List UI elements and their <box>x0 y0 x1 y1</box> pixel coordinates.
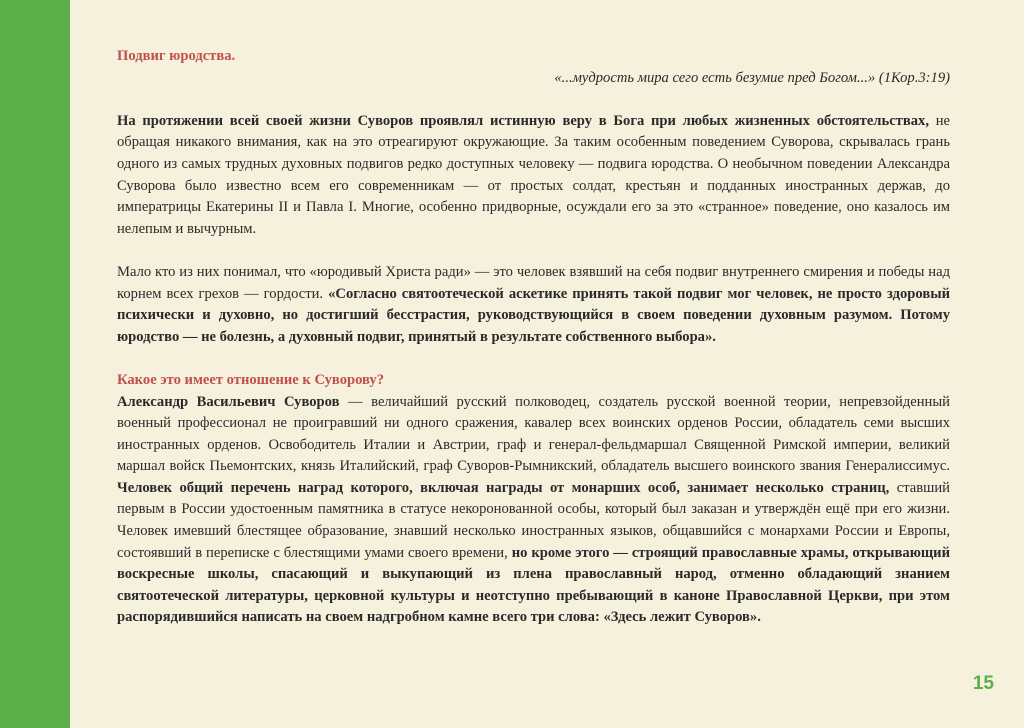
paragraph-3-text-2: ставший первым в России удостоенным памятника в статусе некоронованной особы, который был заказан и утверждён ещё при его жизни. Человек имевший блестящее образование, знавший несколько иностранных языков, общавшийся с монархами России и Европы, состоявший в переписке с блестящими умами своего времени, <box>117 479 950 561</box>
page-number: 15 <box>972 673 994 694</box>
paragraph-3-text-1: — величайший русский полководец, создатель русской военной теории, непревзойденный военный профессионал не проигравший ни одного сражения, кавалер всех воинских орденов России, обладатель семи высших иностранных орденов. Освободитель Италии и Австрии, граф и генерал-фельдмаршал Священной Римской империи, великий маршал войск Пьемонтских, князь Италийский, граф Суворов-Рымникский, обладатель высшего воинского звания Генералиссимус. <box>117 393 950 475</box>
paragraph-3-bold-2: но кроме этого — строящий православные храмы, открывающий воскресные школы, спасающий и выкупающий из плена православный народ, отменно обладающий знанием святоотеческой литературы, церковной культуры и неотступно пребывающий в каноне Православной Церкви, при этом распорядившийся написать на своем надгробном камне всего три слова: «Здесь лежит Суворов». <box>117 544 950 626</box>
page-content <box>117 46 950 629</box>
paragraph-2-text: Мало кто из них понимал, что «юродивый Христа ради» — это человек взявший на себя подвиг внутреннего смирения и победы над корнем всех грехов — гордости. <box>117 263 950 302</box>
paragraph-2-bold: «Согласно святоотеческой аскетике принять такой подвиг мог человек, не просто здоровый психически и духовно, но достигший бесстрастия, руководствующийся в своем поведении духовным разумом. Потому юродство — не болезнь, а духовный подвиг, принятый в результате собственного выбора». <box>117 285 951 345</box>
paragraph-3-bold-1: Человек общий перечень наград которого, включая награды от монарших особ, занимает несколько страниц, <box>117 479 890 496</box>
paragraph-1-bold: На протяжении всей своей жизни Суворов проявлял истинную веру в Бога при любых жизненных обстоятельствах, <box>117 112 929 129</box>
green-side-bar <box>0 0 70 728</box>
suvorov-name: Александр Васильевич Суворов <box>117 393 340 410</box>
section-heading-relation: Какое это имеет отношение к Суворову? <box>117 371 385 388</box>
paragraph-1-text: не обращая никакого внимания, как на это отреагируют окружающие. За таким особенным поведением Суворова, скрывалась грань одного из самых трудных духовных подвигов редко доступных человеку — подвига юродства. О необычном поведении Александра Суворова было известно всем его современникам — от простых солдат, крестьян и подданных иностранных держав, до императрицы Екатерины II и Павла I. Многие, особенно придворные, осуждали его за это «странное» поведение, оно казалось им нелепым и вычурным. <box>117 112 951 237</box>
epigraph-quote: «...мудрость мира сего есть безумие пред Богом...» (1Кор.3:19) <box>554 69 950 86</box>
section-heading-feat: Подвиг юродства. <box>117 48 236 64</box>
paragraph-1 <box>117 111 950 241</box>
paragraph-2 <box>117 262 950 348</box>
paragraph-3 <box>117 392 950 630</box>
